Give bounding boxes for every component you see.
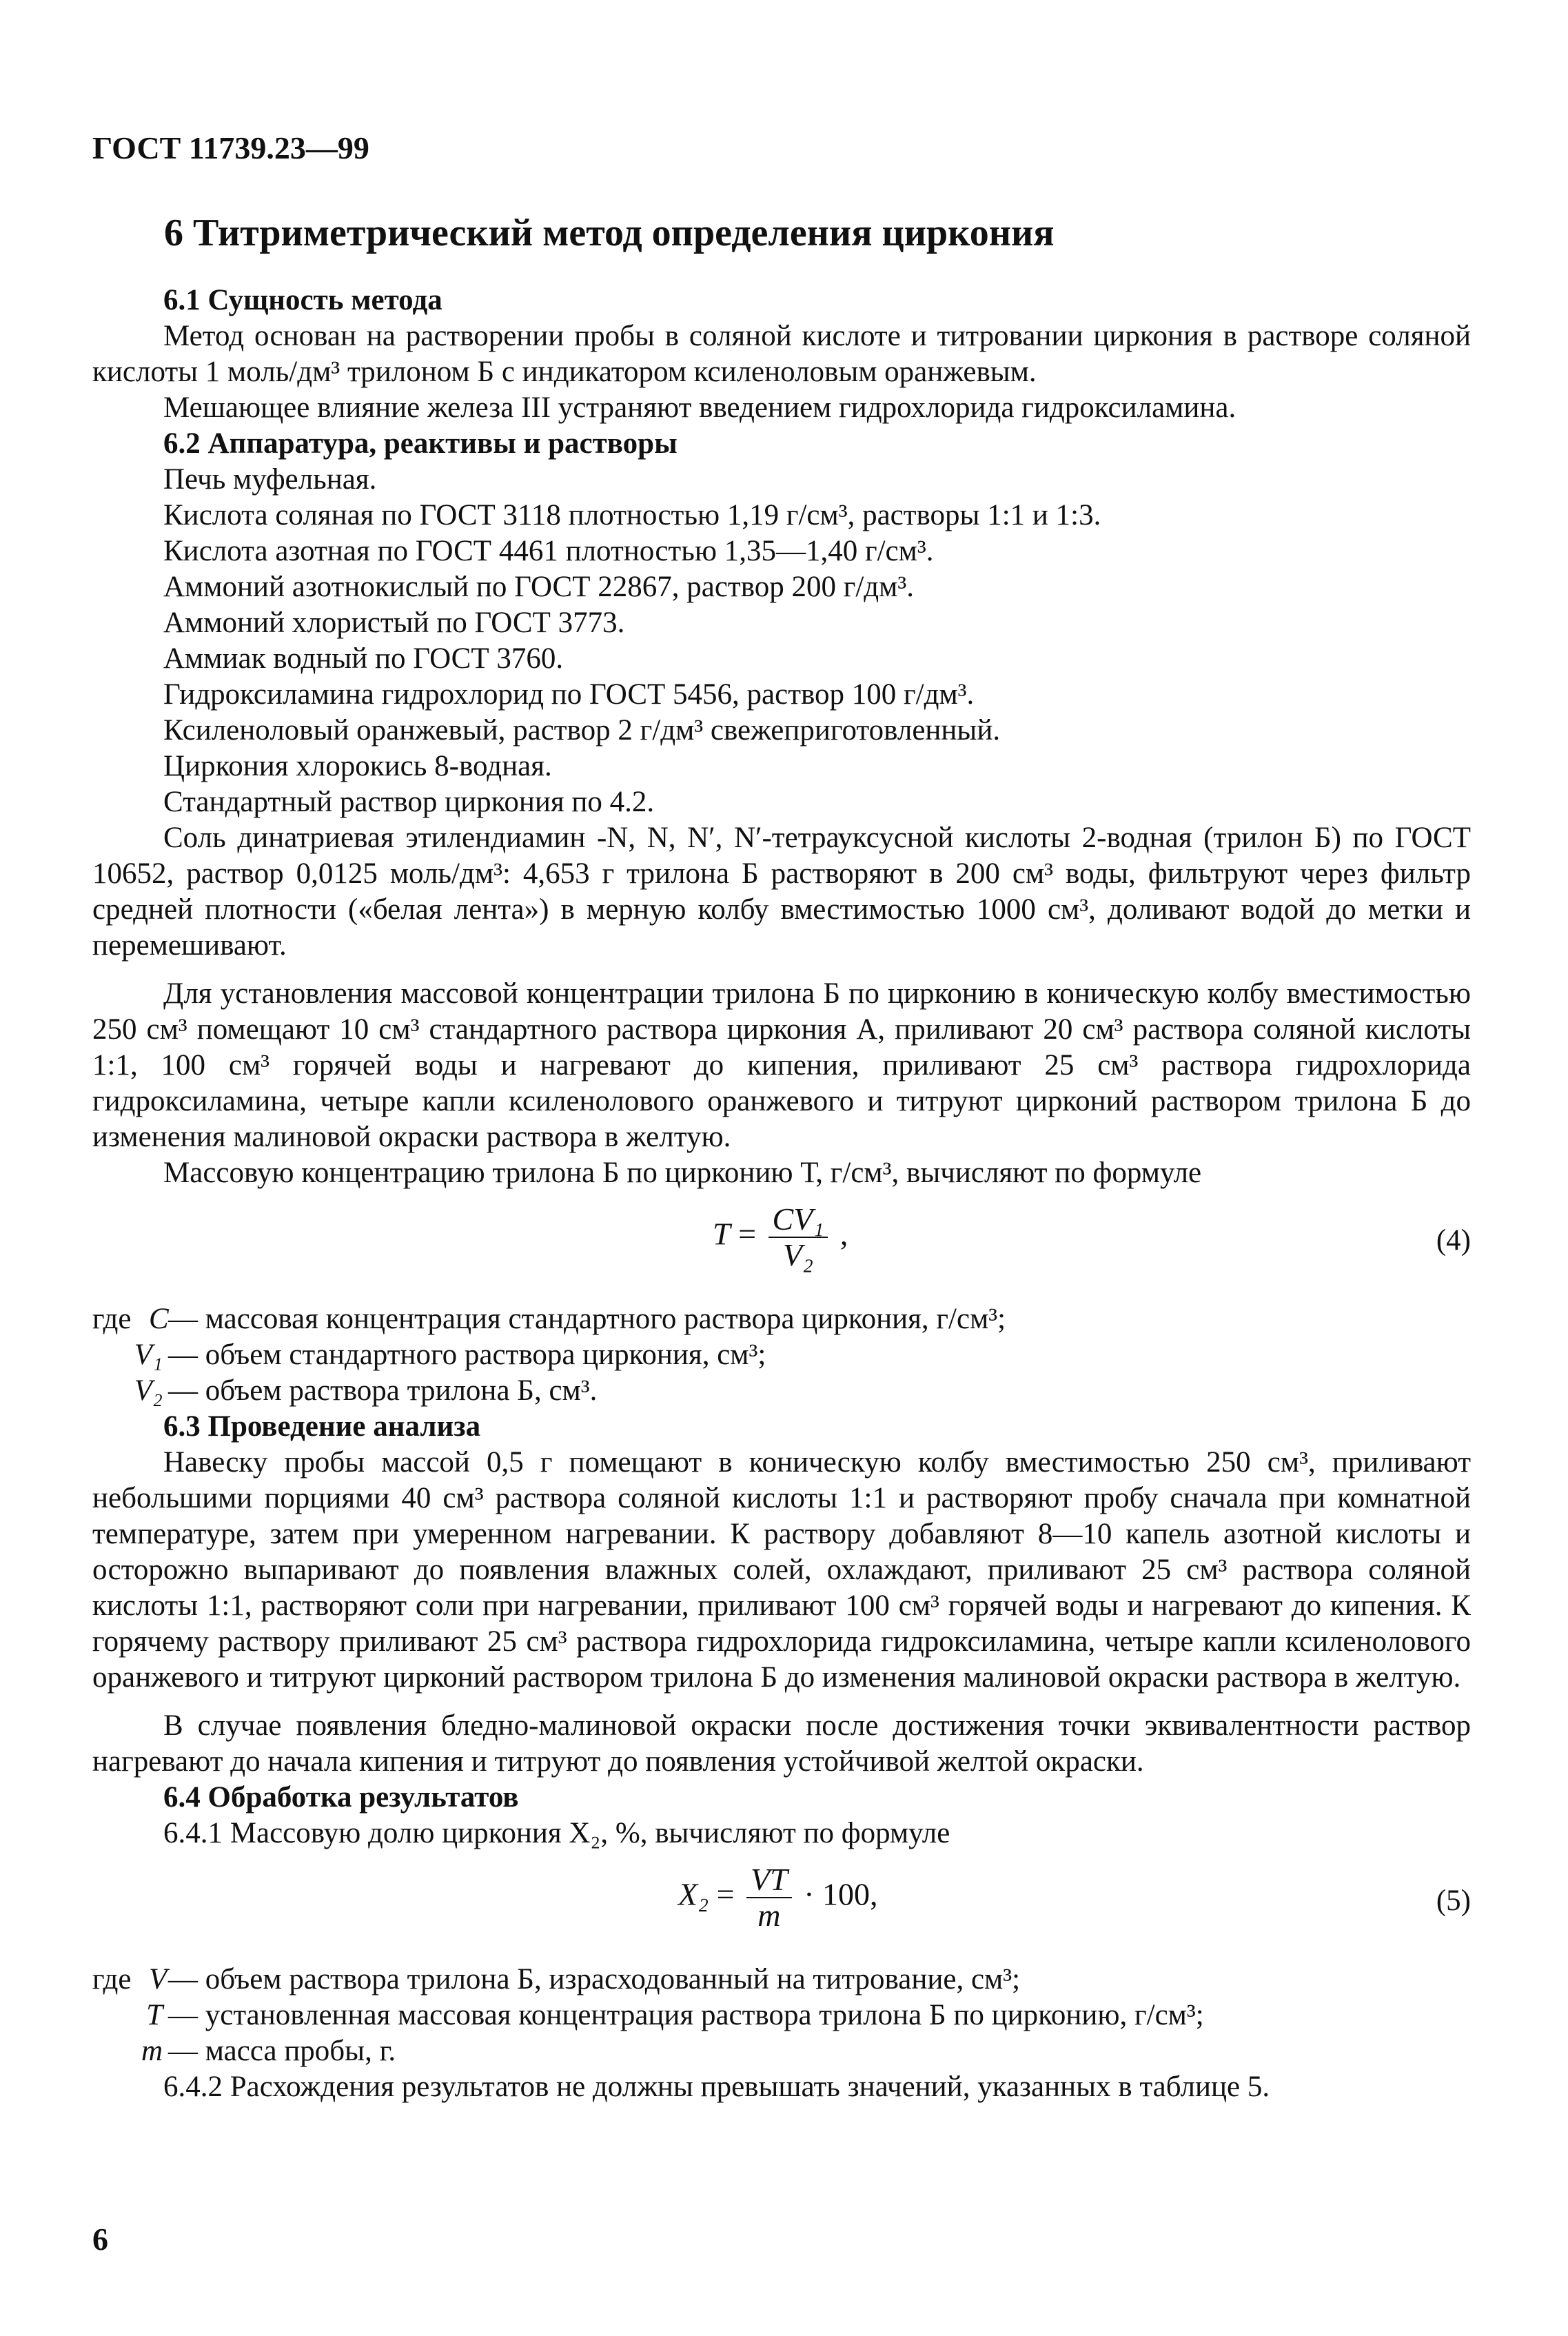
paragraph: Навеску пробы массой 0,5 г помещают в коническую колбу вместимостью 250 см³, приливают небольшими порциями 40 см³ раствора соляной кислоты 1:1 и растворяют пробу сначала при комнатной температуре, затем при умеренном нагревании. К раствору добавляют 8—10 капель азотной кислоты и осторожно выпаривают до появления влажных солей, охлаждают, приливают 25 см³ раствора соляной кислоты 1:1, растворяют соли при нагревании, приливают 100 см³ горячей воды и нагревают до кипения. К горячему раствору приливают 25 см³ раствора гидрохлорида гидроксиламина, четыре капли ксиленолового оранжевого и титруют цирконий раствором трилона Б до изменения малиновой окраски раствора в желтую. <box>92 1446 1471 1694</box>
list-item: Аммиак водный по ГОСТ 3760. <box>163 642 564 675</box>
where-symbol: C <box>149 1303 169 1335</box>
list-item: Кислота соляная по ГОСТ 3118 плотностью 1,19 г/см³, растворы 1:1 и 1:3. <box>163 499 1101 531</box>
subsection-title-6-1: 6.1 Сущность метода <box>163 284 442 316</box>
paragraph: 6.4.1 Массовую долю циркония X₂, %, вычисляют по формуле <box>163 1817 950 1849</box>
subsection-title-6-4: 6.4 Обработка результатов <box>163 1781 519 1814</box>
list-item: Кислота азотная по ГОСТ 4461 плотностью 1,35—1,40 г/см³. <box>163 535 934 567</box>
formula-tail: · 100, <box>804 1876 878 1912</box>
where-symbol: V <box>149 1963 167 1995</box>
list-item: Гидроксиламина гидрохлорид по ГОСТ 5456, раствор 100 г/дм³. <box>163 678 975 711</box>
page-number: 6 <box>92 2222 108 2257</box>
paragraph: Мешающее влияние железа III устраняют введением гидрохлорида гидроксиламина. <box>163 392 1236 424</box>
where-line <box>92 1962 1471 1998</box>
where-prefix: где <box>92 1963 132 1995</box>
formula-4 <box>92 1202 1471 1288</box>
formula-5 <box>92 1862 1471 1948</box>
formula-denominator: m <box>757 1898 781 1933</box>
subsection-title-6-3: 6.3 Проведение анализа <box>163 1410 481 1443</box>
formula-lhs: X₂ <box>678 1876 709 1912</box>
formula-lhs: T <box>713 1216 731 1252</box>
paragraph: 6.4.2 Расхождения результатов не должны превышать значений, указанных в таблице 5. <box>163 2071 1270 2103</box>
subsection-title-6-2: 6.2 Аппаратура, реактивы и растворы <box>163 427 678 460</box>
list-item: Ксиленоловый оранжевый, раствор 2 г/дм³ свежеприготовленный. <box>163 714 1001 746</box>
list-item: Стандартный раствор циркония по 4.2. <box>163 786 655 818</box>
formula-number: (5) <box>1436 1885 1471 1917</box>
list-item: Печь муфельная. <box>163 463 377 496</box>
where-line <box>92 1301 1471 1337</box>
formula-numerator: CV₁ <box>768 1202 828 1238</box>
paragraph: Соль динатриевая этилендиамин -N, N, N′, N′-тетрауксусной кислоты 2-водная (трилон Б) по ГОСТ 10652, раствор 0,0125 моль/дм³: 4,653 г трилона Б растворяют в 200 см³ воды, фильтруют через фильтр средней плотности («белая лента») в мерную колбу вместимостью 1000 см³, доливают водой до метки и перемешивают. <box>92 822 1471 962</box>
where-definition: — объем раствора трилона Б, израсходованный на титрование, см³; <box>168 1963 1021 1995</box>
where-line <box>92 1998 1471 2033</box>
list-item: Аммоний хлористый по ГОСТ 3773. <box>163 607 625 639</box>
formula-numerator: VT <box>746 1862 792 1898</box>
document-body <box>92 283 1471 2105</box>
list-item: Аммоний азотнокислый по ГОСТ 22867, раствор 200 г/дм³. <box>163 571 915 603</box>
formula-denominator: V₂ <box>782 1237 813 1272</box>
where-definition: — масса пробы, г. <box>168 2035 396 2067</box>
where-symbol: V₂ <box>134 1374 163 1407</box>
standard-header: ГОСТ 11739.23—99 <box>92 130 369 165</box>
where-prefix: где <box>92 1303 132 1335</box>
formula-fraction <box>768 1202 828 1272</box>
paragraph: Массовую концентрацию трилона Б по цирконию Т, г/см³, вычисляют по формуле <box>163 1157 1202 1189</box>
where-definition: — объем стандартного раствора циркония, см³; <box>168 1339 766 1371</box>
formula-tail: , <box>839 1216 848 1252</box>
formula-equals: = <box>716 1876 735 1912</box>
where-line <box>92 1373 1471 1409</box>
paragraph: Для установления массовой концентрации трилона Б по цирконию в коническую колбу вместимостью 250 см³ помещают 10 см³ стандартного раствора циркония А, приливают 20 см³ раствора соляной кислоты 1:1, 100 см³ горячей воды и нагревают до кипения, приливают 25 см³ раствора гидрохлорида гидроксиламина, четыре капли ксиленолового оранжевого и титруют цирконий раствором трилона Б до изменения малиновой окраски раствора в желтую. <box>92 977 1471 1153</box>
section-title: 6 Титриметрический метод определения циркония <box>164 212 1055 254</box>
paragraph: В случае появления бледно-малиновой окраски после достижения точки эквивалентности раствор нагревают до начала кипения и титруют до появления устойчивой желтой окраски. <box>92 1709 1471 1778</box>
where-line <box>92 2033 1471 2069</box>
where-symbol: m <box>141 2035 163 2067</box>
where-definition: — объем раствора трилона Б, см³. <box>168 1374 598 1407</box>
formula-fraction <box>746 1862 792 1933</box>
where-symbol: V₁ <box>134 1339 163 1371</box>
paragraph: Метод основан на растворении пробы в соляной кислоте и титровании циркония в растворе соляной кислоты 1 моль/дм³ трилоном Б с индикатором ксиленоловым оранжевым. <box>92 320 1471 388</box>
where-definition: — установленная массовая концентрация раствора трилона Б по цирконию, г/см³; <box>168 1999 1204 2031</box>
formula-equals: = <box>738 1216 757 1252</box>
where-line <box>92 1337 1471 1373</box>
list-item: Циркония хлорокись 8-водная. <box>163 750 552 782</box>
where-definition: — массовая концентрация стандартного раствора циркония, г/см³; <box>168 1303 1006 1335</box>
formula-number: (4) <box>1436 1224 1471 1257</box>
where-symbol: T <box>146 1999 163 2031</box>
